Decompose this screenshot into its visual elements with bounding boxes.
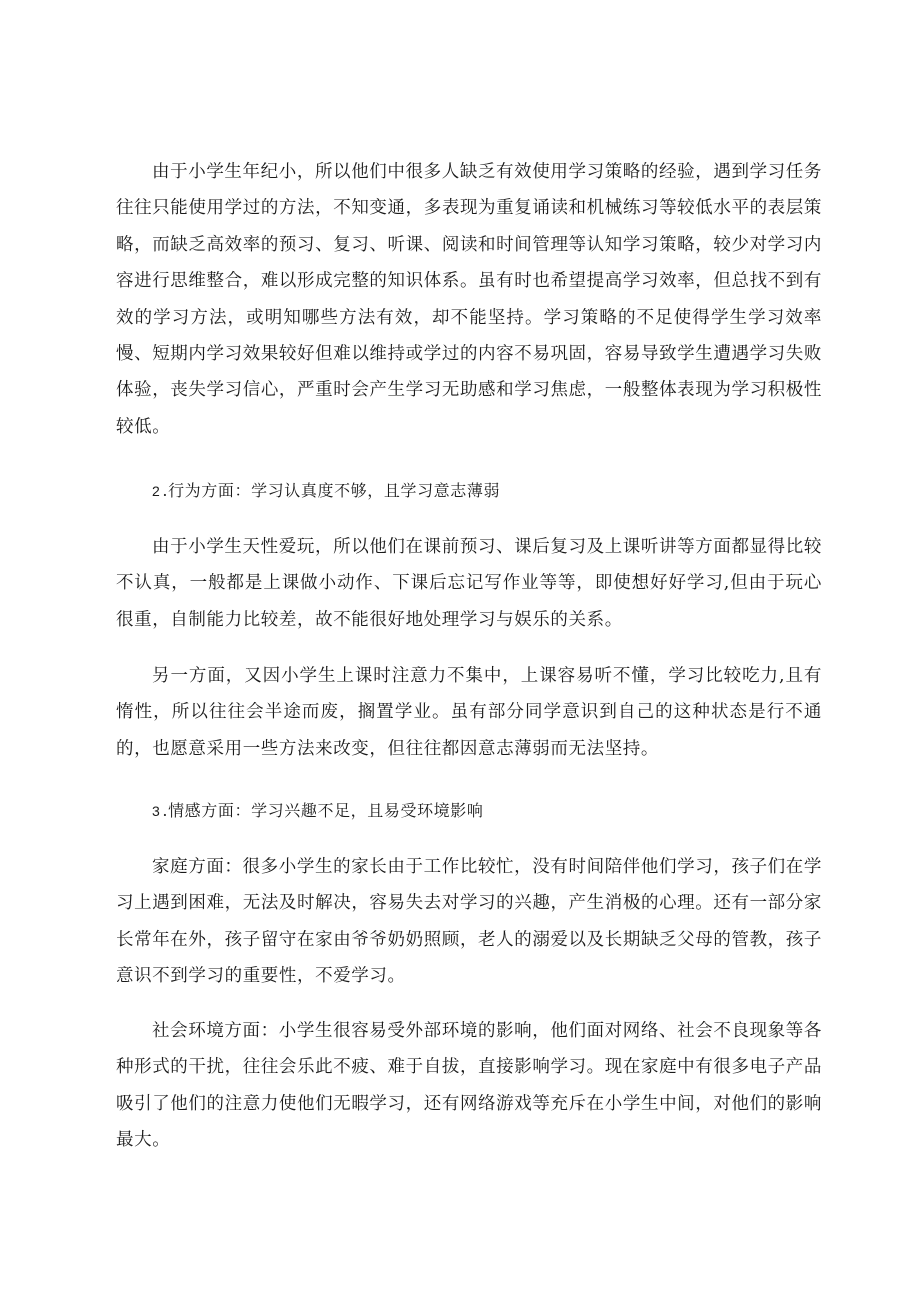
paragraph-behavior-playful: 由于小学生天性爱玩，所以他们在课前预习、课后复习及上课听讲等方面都显得比较不认真，一般都是上课做小动作、下课后忘记写作业等等，即使想好好学习,但由于玩心很重，自制能力比较差，故不能很好地处理学习与娱乐的关系。 (116, 537, 822, 630)
section-heading-behavior (152, 479, 500, 503)
section-heading-text: .行为方面：学习认真度不够，且学习意志薄弱 (162, 481, 501, 500)
paragraph-social-environment: 社会环境方面：小学生很容易受外部环境的影响，他们面对网络、社会不良现象等各种形式的干扰，往往会乐此不疲、难于自拔，直接影响学习。现在家庭中有很多电子产品吸引了他们的注意力使他们无暇学习，还有网络游戏等充斥在小学生中间，对他们的影响最大。 (116, 1021, 822, 1151)
paragraph-behavior-attention: 另一方面，又因小学生上课时注意力不集中，上课容易听不懂，学习比较吃力,且有惰性，所以往往会半途而废，搁置学业。虽有部分同学意识到自己的这种状态是行不通的，也愿意采用一些方法来改变，但往往都因意志薄弱而无法坚持。 (116, 666, 822, 759)
paragraph-family-environment: 家庭方面：很多小学生的家长由于工作比较忙，没有时间陪伴他们学习，孩子们在学习上遇到困难，无法及时解决，容易失去对学习的兴趣，产生消极的心理。还有一部分家长常年在外，孩子留守在家由爷爷奶奶照顾，老人的溺爱以及长期缺乏父母的管教，孩子意识不到学习的重要性，不爱学习。 (116, 857, 822, 987)
section-heading-emotion (152, 799, 483, 823)
section-number: 2 (152, 483, 161, 499)
paragraph-learning-strategy: 由于小学生年纪小，所以他们中很多人缺乏有效使用学习策略的经验，遇到学习任务往往只能使用学过的方法，不知变通，多表现为重复诵读和机械练习等较低水平的表层策略，而缺乏高效率的预习、复习、听课、阅读和时间管理等认知学习策略，较少对学习内容进行思维整合，难以形成完整的知识体系。虽有时也希望提高学习效率，但总找不到有效的学习方法，或明知哪些方法有效，却不能坚持。学习策略的不足使得学生学习效率慢、短期内学习效果较好但难以维持或学过的内容不易巩固，容易导致学生遭遇学习失败体验，丧失学习信心，严重时会产生学习无助感和学习焦虑，一般整体表现为学习积极性较低。 (116, 162, 822, 437)
section-number: 3 (152, 803, 161, 819)
section-heading-text: .情感方面：学习兴趣不足，且易受环境影响 (162, 801, 484, 820)
